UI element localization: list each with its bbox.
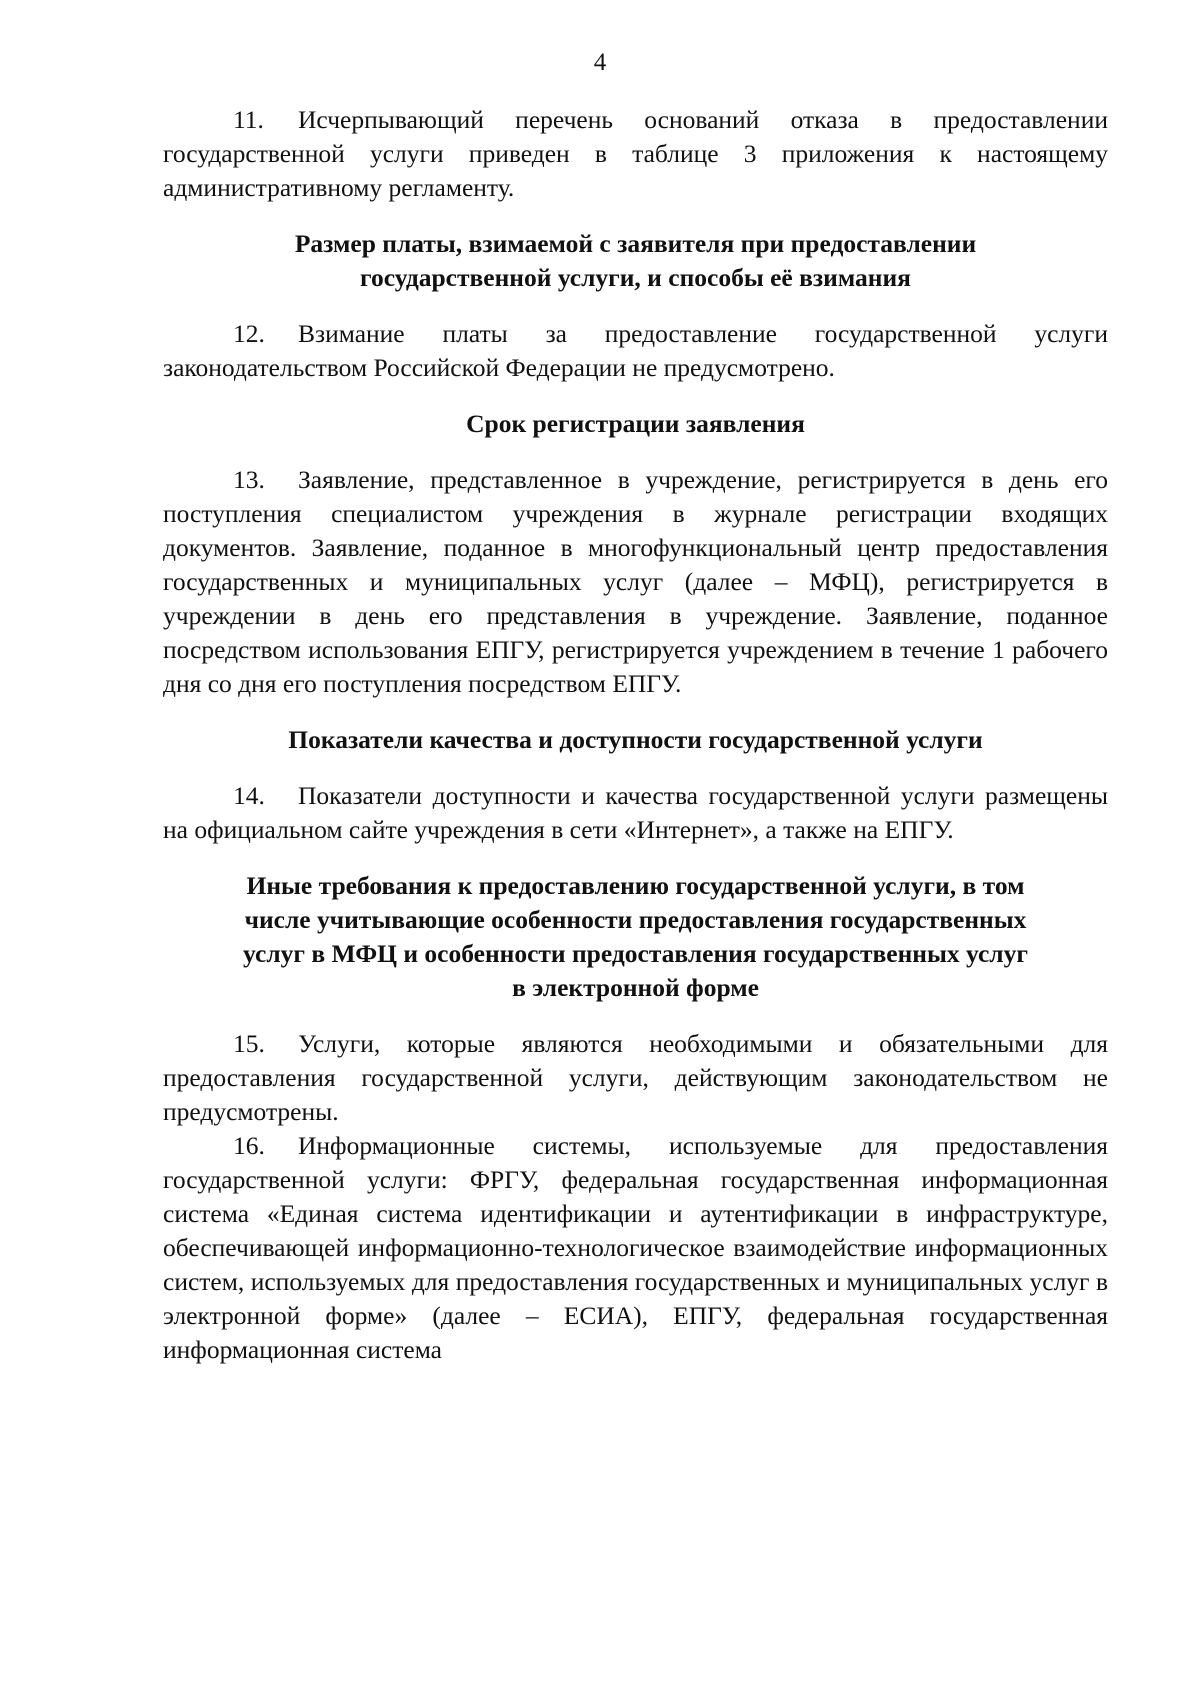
paragraph-number: 14. — [233, 781, 265, 810]
section-heading-quality — [163, 723, 1108, 757]
paragraph-text: Показатели доступности и качества государственной услуги размещены на официальном сайте учреждения в сети «Интернет», а также на ЕПГУ. — [163, 781, 1108, 844]
paragraph-11 — [163, 103, 1108, 205]
heading-line: числе учитывающие особенности предоставления государственных — [244, 905, 1027, 934]
document-body — [163, 103, 1108, 1367]
section-heading-fee — [163, 227, 1108, 295]
heading-line: в электронной форме — [512, 973, 759, 1002]
paragraph-16 — [163, 1129, 1108, 1367]
paragraph-number: 12. — [233, 319, 265, 348]
paragraph-number: 16. — [233, 1131, 265, 1160]
heading-line: Иные требования к предоставлению государственной услуги, в том — [246, 871, 1025, 900]
paragraph-12 — [163, 317, 1108, 385]
paragraph-15 — [163, 1027, 1108, 1129]
section-heading-other-requirements — [163, 869, 1108, 1005]
heading-line: государственной услуги, и способы её взимания — [360, 263, 911, 292]
paragraph-number: 11. — [233, 105, 264, 134]
page-number: 4 — [593, 49, 607, 76]
section-heading-registration — [163, 407, 1108, 441]
heading-line: Срок регистрации заявления — [466, 409, 805, 438]
paragraph-text: Информационные системы, используемые для предоставления государственной услуги: ФРГУ, федеральная государственная информационная система «Единая система идентификации и аутентификации в инфраструктуре, обеспечивающей информационно-технологическое взаимодействие информационных систем, используемых для предоставления государственных и муниципальных услуг в электронной форме» (далее – ЕСИА), ЕПГУ, федеральная государственная информационная система — [163, 1131, 1108, 1364]
paragraph-text: Заявление, представленное в учреждение, регистрируется в день его поступления специалистом учреждения в журнале регистрации входящих документов. Заявление, поданное в многофункциональный центр предоставления государственных и муниципальных услуг (далее – МФЦ), регистрируется в учреждении в день его представления в учреждение. Заявление, поданное посредством использования ЕПГУ, регистрируется учреждением в течение 1 рабочего дня со дня его поступления посредством ЕПГУ. — [163, 465, 1108, 698]
paragraph-number: 13. — [233, 465, 265, 494]
heading-line: Показатели качества и доступности государственной услуги — [288, 725, 983, 754]
paragraph-text: Исчерпывающий перечень оснований отказа в предоставлении государственной услуги приведен в таблице 3 приложения к настоящему административному регламенту. — [163, 105, 1108, 202]
paragraph-14 — [163, 779, 1108, 847]
paragraph-text: Взимание платы за предоставление государственной услуги законодательством Российской Федерации не предусмотрено. — [163, 319, 1108, 382]
paragraph-number: 15. — [233, 1029, 265, 1058]
paragraph-text: Услуги, которые являются необходимыми и обязательными для предоставления государственной услуги, действующим законодательством не предусмотрены. — [163, 1029, 1108, 1126]
paragraph-13 — [163, 463, 1108, 701]
heading-line: услуг в МФЦ и особенности предоставления государственных услуг — [243, 939, 1028, 968]
heading-line: Размер платы, взимаемой с заявителя при предоставлении — [294, 229, 977, 258]
